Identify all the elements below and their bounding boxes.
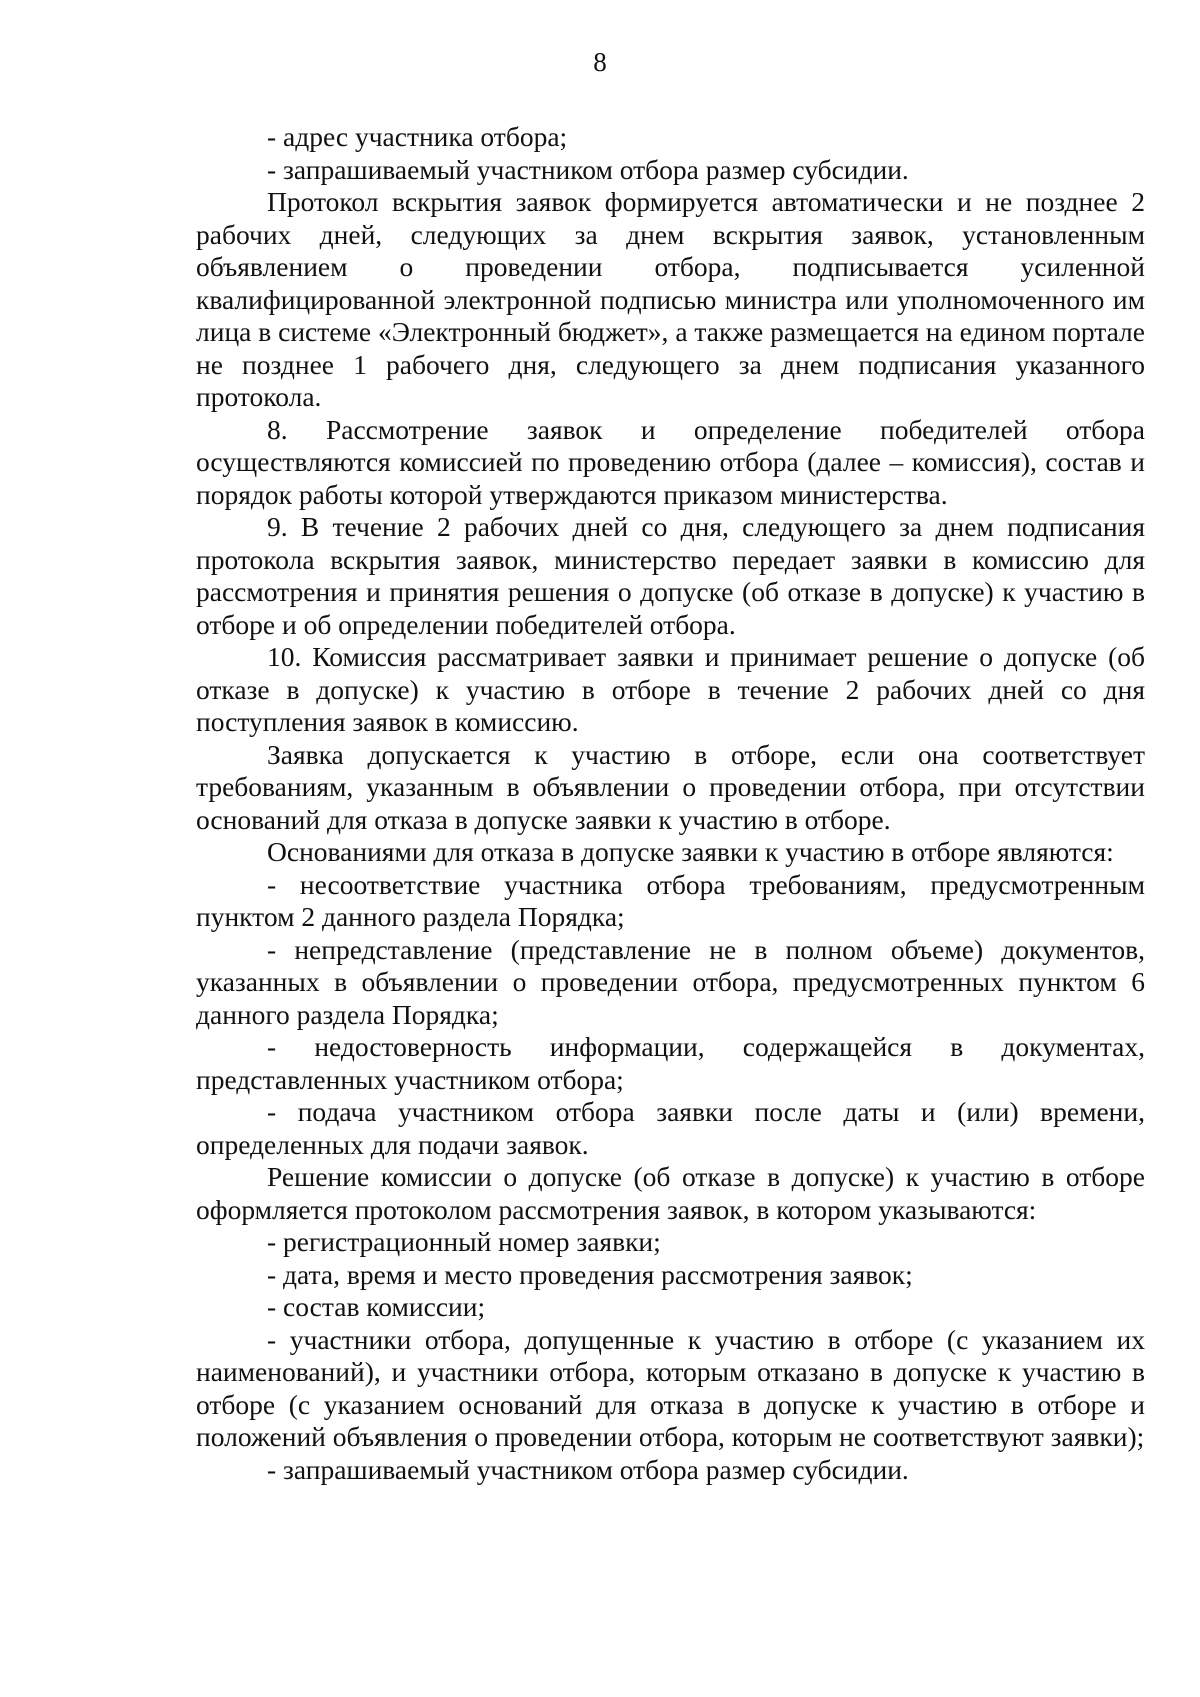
paragraph: - запрашиваемый участником отбора размер субсидии. — [267, 1453, 909, 1485]
paragraph: - недостоверность информации, содержащейся в документах, представленных участником отбора; — [196, 1031, 1145, 1095]
page-number: 8 — [593, 47, 607, 77]
document-body — [196, 121, 1145, 1486]
paragraph: - адрес участника отбора; — [267, 121, 568, 152]
paragraph: - подача участником отбора заявки после даты и (или) времени, определенных для подачи заявок. — [196, 1096, 1145, 1160]
paragraph: - несоответствие участника отбора требованиям, предусмотренным пунктом 2 данного раздела Порядка; — [196, 868, 1145, 932]
paragraph: Решение комиссии о допуске (об отказе в допуске) к участию в отборе оформляется протоколом рассмотрения заявок, в котором указываются: — [196, 1161, 1145, 1225]
paragraph: Основаниями для отказа в допуске заявки к участию в отборе являются: — [267, 836, 1114, 867]
paragraph: - регистрационный номер заявки; — [267, 1226, 661, 1257]
paragraph: - дата, время и место проведения рассмотрения заявок; — [267, 1258, 913, 1290]
paragraph: - непредставление (представление не в полном объеме) документов, указанных в объявлении о проведении отбора, предусмотренных пунктом 6 данного раздела Порядка; — [196, 933, 1145, 1030]
paragraph: Заявка допускается к участию в отборе, если она соответствует требованиям, указанным в объявлении о проведении отбора, при отсутствии оснований для отказа в допуске заявки к участию в отборе. — [196, 738, 1145, 835]
paragraph: - участники отбора, допущенные к участию в отборе (с указанием их наименований), и участники отбора, которым отказано в допуске к участию в отборе (с указанием оснований для отказа в допуске к участию в отборе и положений объявления о проведении отбора, которым не соответствуют заявки); — [196, 1323, 1145, 1452]
paragraph: 8. Рассмотрение заявок и определение победителей отбора осуществляются комиссией по проведению отбора (далее – комиссия), состав и порядок работы которой утверждаются приказом министерства. — [196, 413, 1145, 510]
paragraph: - запрашиваемый участником отбора размер субсидии. — [267, 153, 909, 185]
paragraph: - состав комиссии; — [267, 1291, 486, 1322]
paragraph: Протокол вскрытия заявок формируется автоматически и не позднее 2 рабочих дней, следующих за днем вскрытия заявок, установленным объявлением о проведении отбора, подписывается усиленной квалифицированной электронной подписью министра или уполномоченного им лица в системе «Электронный бюджет», а также размещается на едином портале не позднее 1 рабочего дня, следующего за днем подписания указанного протокола. — [196, 186, 1145, 412]
paragraph: 9. В течение 2 рабочих дней со дня, следующего за днем подписания протокола вскрытия заявок, министерство передает заявки в комиссию для рассмотрения и принятия решения о допуске (об отказе в допуске) к участию в отборе и об определении победителей отбора. — [196, 511, 1145, 640]
paragraph: 10. Комиссия рассматривает заявки и принимает решение о допуске (об отказе в допуске) к участию в отборе в течение 2 рабочих дней со дня поступления заявок в комиссию. — [196, 641, 1145, 737]
